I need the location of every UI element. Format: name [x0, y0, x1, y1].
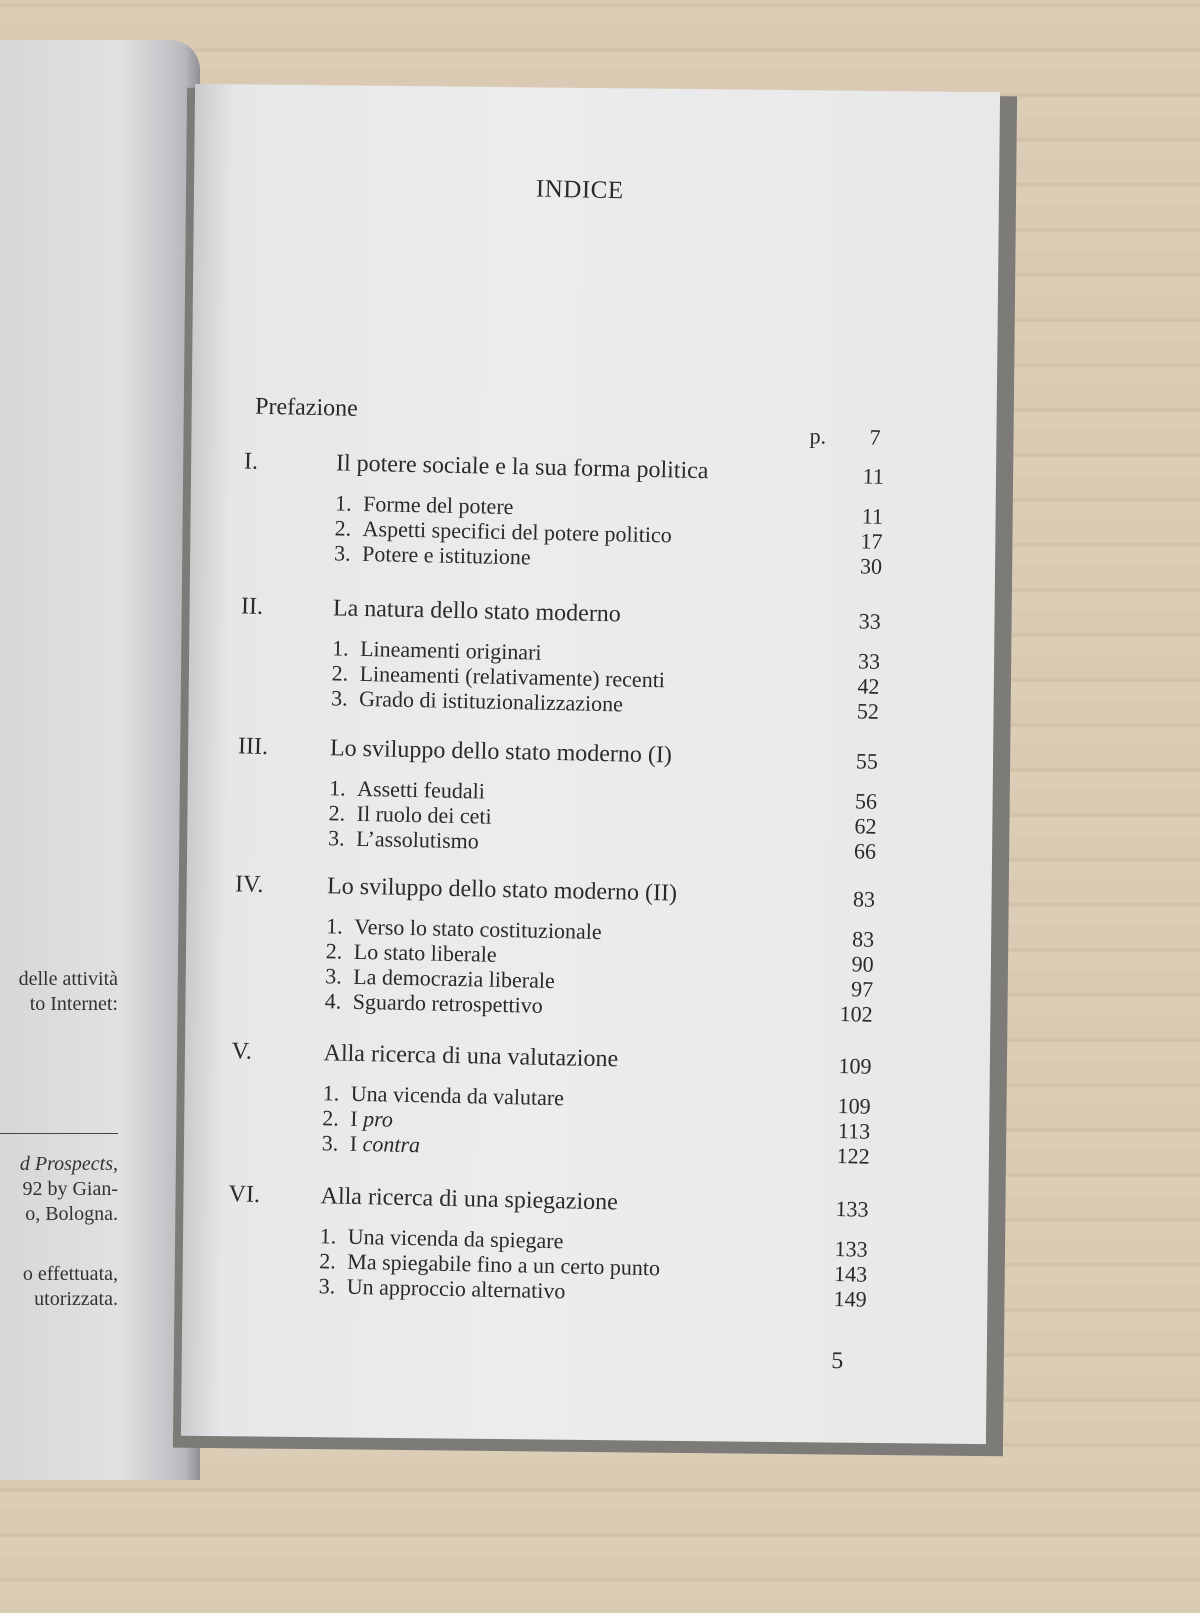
chapter-title: Lo sviluppo dello stato moderno (II) — [326, 873, 678, 907]
chapter-page: 133 — [835, 1195, 869, 1222]
left-page-line: to Internet: — [29, 993, 118, 1015]
section-title-text: I pro — [350, 1105, 394, 1132]
section-page: 17 — [860, 528, 883, 554]
section-title: Potere e istituzione — [361, 540, 531, 570]
section-number: 3. — [327, 825, 345, 851]
section-number: 2. — [325, 938, 343, 964]
section-number: 1. — [322, 1080, 340, 1106]
section-number: 2. — [328, 800, 346, 826]
chapter-numeral: I. — [243, 448, 259, 475]
section-title: Lineamenti (relativamente) recenti — [359, 660, 666, 693]
section-number: 2. — [322, 1105, 340, 1131]
section-number: 1. — [334, 490, 352, 516]
section-number: 3. — [330, 685, 348, 711]
left-page-line: o, Bologna. — [25, 1203, 118, 1225]
section-title: Una vicenda da valutare — [350, 1080, 565, 1111]
chapter-title: Il potere sociale e la sua forma politica — [335, 450, 709, 485]
section-page: 102 — [839, 1001, 873, 1027]
section-title: Lo stato liberale — [353, 938, 497, 967]
section-page: 30 — [859, 553, 883, 579]
section-title: Grado di istituzionalizzazione — [358, 685, 624, 717]
section-number: 2. — [319, 1248, 337, 1274]
preface-page-number: 7 — [869, 424, 881, 450]
chapter-numeral: III. — [237, 733, 269, 761]
chapter-title: Alla ricerca di una valutazione — [323, 1040, 619, 1073]
section-number: 3. — [325, 963, 343, 989]
section-number: 1. — [326, 913, 344, 939]
chapter-title: Lo sviluppo dello stato moderno (I) — [329, 735, 673, 769]
section-number: 3. — [318, 1273, 336, 1299]
chapter — [230, 1038, 872, 1169]
section-page: 97 — [850, 976, 874, 1002]
section-number: 2. — [334, 515, 352, 541]
section-number: 4. — [324, 988, 342, 1014]
section-number: 3. — [321, 1130, 339, 1156]
left-page-line: d Prospects, — [19, 1153, 118, 1175]
chapter-title: Alla ricerca di una spiegazione — [320, 1183, 619, 1216]
section-page: 113 — [837, 1118, 871, 1144]
section-title: Un approccio alternativo — [346, 1273, 566, 1304]
left-page-line: utorizzata. — [34, 1288, 118, 1310]
section-page: 62 — [854, 813, 877, 839]
section-number: 3. — [333, 540, 351, 566]
section-title: Aspetti specifici del potere politico — [362, 515, 672, 548]
preface-page-label: p. — [809, 423, 827, 449]
chapter-title: La natura dello stato moderno — [332, 595, 622, 628]
section-title — [350, 1106, 393, 1133]
section-number: 1. — [328, 775, 346, 801]
left-page-line: 92 by Gian- — [22, 1178, 118, 1200]
chapter — [236, 733, 879, 864]
section-title-text: I contra — [349, 1130, 421, 1158]
section-title: Il ruolo dei ceti — [356, 800, 492, 829]
chapter-page: 83 — [852, 886, 876, 912]
page-title: INDICE — [535, 175, 624, 205]
section-page: 42 — [857, 673, 880, 699]
section-page: 66 — [853, 838, 877, 864]
section-title: Sguardo retrospettivo — [352, 988, 544, 1018]
chapter — [242, 448, 885, 579]
chapter — [227, 1181, 869, 1312]
chapter-numeral: VI. — [228, 1181, 261, 1208]
section-page: 143 — [833, 1260, 868, 1287]
chapter — [233, 871, 876, 1027]
section-page: 90 — [851, 951, 874, 977]
section-page: 109 — [837, 1093, 871, 1119]
section-title: La democrazia liberale — [353, 963, 556, 994]
section-page: 52 — [856, 698, 880, 724]
section-title: L’assolutismo — [355, 825, 480, 854]
section-page: 11 — [861, 503, 884, 529]
section-title: Lineamenti originari — [359, 635, 542, 665]
chapter-page: 109 — [838, 1053, 872, 1079]
section-page: 33 — [857, 648, 881, 674]
section-title: Assetti feudali — [356, 775, 486, 804]
section-title: Forme del potere — [362, 490, 514, 520]
section-page: 133 — [834, 1235, 868, 1262]
section-page: 122 — [836, 1143, 870, 1169]
section-number: 2. — [331, 660, 349, 686]
chapter-numeral: V. — [231, 1038, 253, 1065]
section-number: 1. — [319, 1223, 337, 1249]
preface-title: Prefazione — [254, 393, 359, 422]
page-number: 5 — [831, 1347, 844, 1375]
section-number: 1. — [331, 635, 349, 661]
section-page: 149 — [833, 1285, 867, 1312]
section-title: Verso lo stato costituzionale — [354, 913, 602, 945]
section-page: 56 — [854, 788, 878, 814]
left-page-line: delle attività — [18, 968, 118, 990]
chapter-page: 33 — [858, 608, 882, 634]
section-title: Una vicenda da spiegare — [347, 1223, 564, 1254]
section-title — [349, 1131, 420, 1158]
chapter-page: 11 — [862, 463, 885, 489]
section-title: Ma spiegabile fino a un certo punto — [347, 1248, 661, 1281]
chapter-page: 55 — [855, 748, 879, 774]
chapter-numeral: II. — [240, 593, 264, 620]
chapter — [239, 593, 882, 724]
left-page-line: o effettuata, — [22, 1263, 118, 1285]
chapter-numeral: IV. — [234, 871, 264, 898]
section-page: 83 — [851, 926, 875, 952]
